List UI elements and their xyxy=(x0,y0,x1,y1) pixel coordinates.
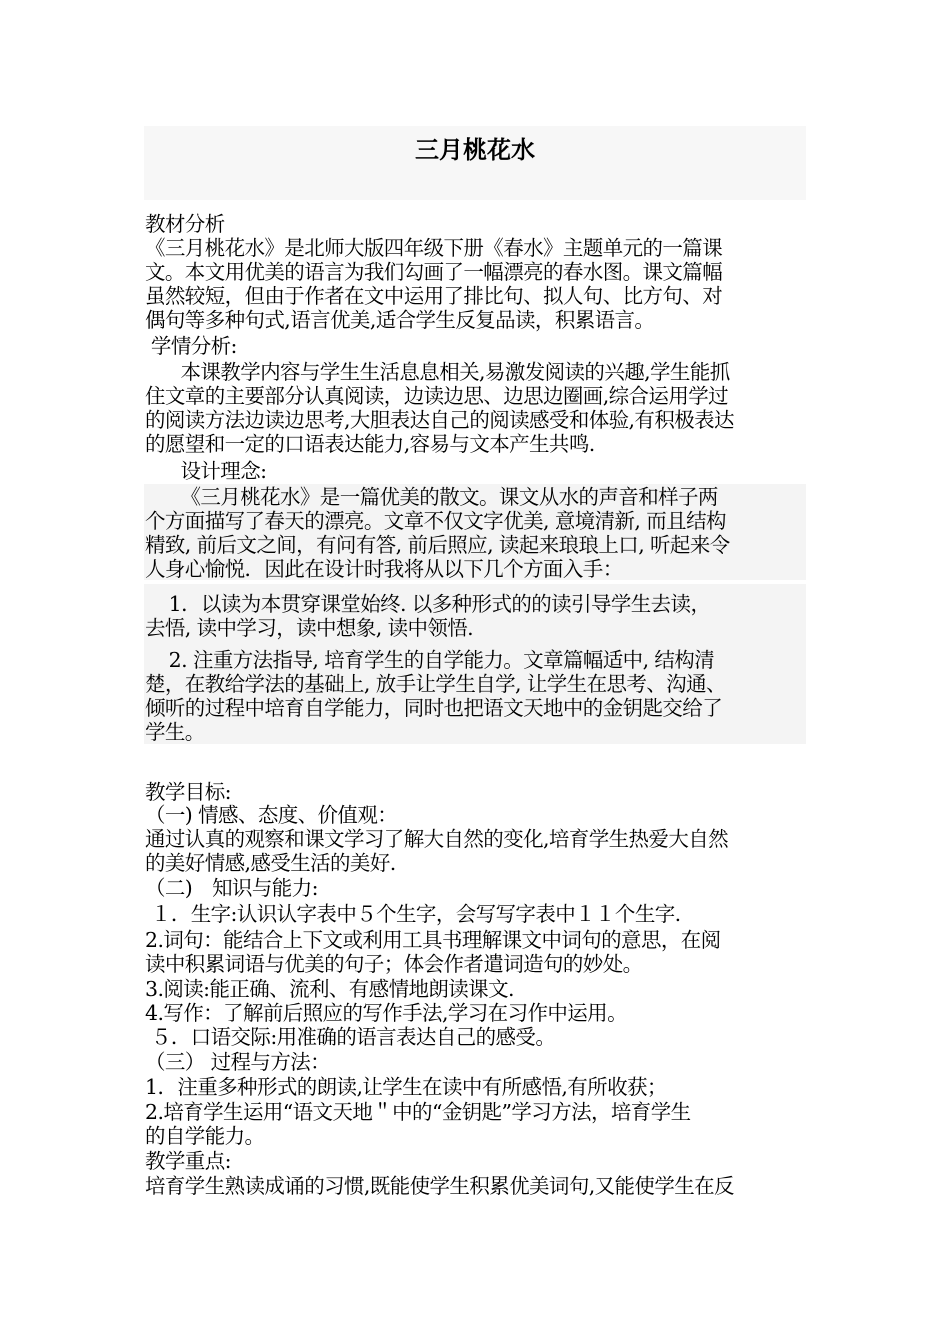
text-line: ５．口语交际:用准确的语言表达自己的感受。 xyxy=(145,1025,556,1049)
text-line: 4.写作：了解前后照应的写作手法,学习在习作中运用。 xyxy=(145,1001,627,1025)
text-line: １．生字:认识认字表中５个生字，会写写字表中１１个生字. xyxy=(145,902,681,926)
text-line: 倾听的过程中培育自学能力，同时也把语文天地中的金钥匙交给了 xyxy=(145,696,723,720)
text-line: 的自学能力。 xyxy=(145,1124,265,1148)
text-line: 人身心愉悦．因此在设计时我将从以下几个方面入手： xyxy=(145,557,623,581)
text-line: 设计理念: xyxy=(145,459,267,483)
text-line: 个方面描写了春天的漂亮。文章不仅文字优美, 意境清新, 而且结构 xyxy=(145,509,726,533)
text-line: 本课教学内容与学生生活息息相关,易激发阅读的兴趣,学生能抓 xyxy=(145,360,730,384)
document-title: 三月桃花水 xyxy=(415,136,535,164)
text-line: 教学重点: xyxy=(145,1149,231,1173)
text-line: 2.培育学生运用“语文天地＂中的“金钥匙”学习方法，培育学生 xyxy=(145,1100,691,1124)
text-line: 楚，在教给学法的基础上, 放手让学生自学, 让学生在思考、沟通、 xyxy=(145,672,726,696)
text-line: 《三月桃花水》是一篇优美的散文。课文从水的声音和样子两 xyxy=(145,485,718,509)
text-line: 学情分析: xyxy=(145,334,237,358)
text-line: 2. 注重方法指导, 培育学生的自学能力。文章篇幅适中, 结构清 xyxy=(145,648,715,672)
text-line: 偶句等多种句式,语言优美,适合学生反复品读，积累语言。 xyxy=(145,308,655,332)
text-line: 虽然较短，但由于作者在文中运用了排比句、拟人句、比方句、对 xyxy=(145,284,723,308)
text-line: 文。本文用优美的语言为我们勾画了一幅漂亮的春水图。课文篇幅 xyxy=(145,260,723,284)
text-line: 学生。 xyxy=(145,720,205,744)
text-line: 《三月桃花水》是北师大版四年级下册《春水》主题单元的一篇课 xyxy=(145,236,723,260)
text-line: （三） 过程与方法： xyxy=(145,1050,331,1074)
text-line: 去悟, 读中学习，读中想象, 读中领悟. xyxy=(145,616,474,640)
text-line: 通过认真的观察和课文学习了解大自然的变化,培育学生热爱大自然 xyxy=(145,827,729,851)
text-line: 的美好情感,感受生活的美好. xyxy=(145,851,396,875)
text-line: 3.阅读:能正确、流利、有感情地朗读课文. xyxy=(145,977,514,1001)
text-line: 1．以读为本贯穿课堂始终. 以多种形式的的读引导学生去读， xyxy=(145,592,711,616)
text-line: （二) 知识与能力: xyxy=(145,876,318,900)
text-line: 精致, 前后文之间，有问有答, 前后照应, 读起来琅琅上口, 听起来令 xyxy=(145,533,730,557)
text-line: 2.词句：能结合上下文或利用工具书理解课文中词句的意思，在阅 xyxy=(145,928,721,952)
text-line: 的阅读方法边读边思考,大胆表达自己的阅读感受和体验,有积极表达 xyxy=(145,408,734,432)
text-line: 读中积累词语与优美的句子；体会作者遣词造句的妙处。 xyxy=(145,952,643,976)
text-line: 教材分析 xyxy=(145,212,225,236)
text-line: 的愿望和一定的口语表达能力,容易与文本产生共鸣. xyxy=(145,432,595,456)
text-line: 住文章的主要部分认真阅读，边读边思、边思边圈画,综合运用学过 xyxy=(145,384,729,408)
text-line: 培育学生熟读成诵的习惯,既能使学生积累优美词句,又能使学生在反 xyxy=(145,1174,734,1198)
text-line: 1．注重多种形式的朗读,让学生在读中有所感悟,有所收获； xyxy=(145,1075,667,1099)
text-line: （一) 情感、态度、价值观： xyxy=(145,803,398,827)
text-line: 教学目标: xyxy=(145,780,231,804)
